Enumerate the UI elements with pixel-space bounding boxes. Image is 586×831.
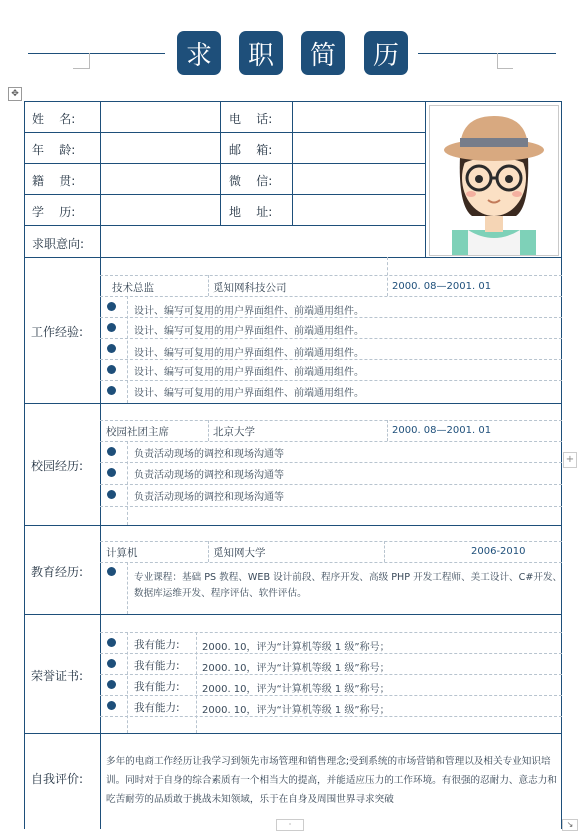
dashed-line: [100, 359, 562, 360]
campus-experience-label: 校园经历:: [31, 459, 84, 473]
dashed-line: [100, 632, 562, 633]
bullet-dot: [107, 701, 116, 710]
dashed-line: [100, 541, 562, 542]
dashed-line: [100, 420, 562, 421]
bullet-dot: [107, 567, 116, 576]
grid-line: [24, 225, 425, 226]
work-position: 技术总监: [112, 282, 154, 294]
bullet-dot: [107, 680, 116, 689]
dashed-line: [100, 380, 562, 381]
campus-item: 负责活动现场的调控和现场沟通等: [134, 449, 284, 460]
self-evaluation-text: 多年的电商工作经历让我学习到领先市场管理和销售理念;受到系统的市场营销和管理以及相关专业知识培训。同时对于自身的综合素质有一个相当大的提高，并能适应压力的工作环境。有很强的忍耐力、意志力和吃苦耐劳的品质敢于挑战未知领域，乐于在自身及周围世界寻求突破: [106, 756, 557, 805]
address-label: 地 址:: [229, 205, 273, 219]
campus-school: 北京大学: [213, 426, 255, 438]
bullet-dot: [107, 323, 116, 332]
education-courses: 专业课程：基础 PS 教程、WEB 设计前段、程序开发、高级 PHP 开发工程师、美工设计、C#开发、: [134, 572, 563, 583]
ability-label: 我有能力:: [134, 681, 180, 693]
grid-line: [24, 525, 562, 526]
ability-label: 我有能力:: [134, 702, 180, 714]
margin-mark: [497, 53, 498, 69]
work-item: 设计、编写可复用的用户界面组件、前端通用组件。: [134, 367, 364, 378]
dashed-line: [100, 653, 562, 654]
grid-line: [24, 257, 562, 258]
header-left-line: [28, 53, 165, 54]
education-label: 教育经历:: [31, 565, 84, 579]
title-char: 简: [301, 31, 345, 75]
wechat-label: 微 信:: [229, 174, 273, 188]
bullet-dot: [107, 638, 116, 647]
work-item: 设计、编写可复用的用户界面组件、前端通用组件。: [134, 326, 364, 337]
dashed-line: [100, 338, 562, 339]
bullet-dot: [107, 447, 116, 456]
work-item: 设计、编写可复用的用户界面组件、前端通用组件。: [134, 348, 364, 359]
bullet-dot: [107, 344, 116, 353]
education-level-label: 学 历:: [32, 205, 76, 219]
scroll-handle[interactable]: ·: [276, 819, 304, 831]
ability-label: 我有能力:: [134, 660, 180, 672]
grid-line: [100, 101, 101, 829]
dashed-line: [100, 317, 562, 318]
dashed-line: [196, 632, 197, 733]
work-company: 觅知网科技公司: [213, 282, 287, 294]
dashed-line: [208, 541, 209, 562]
scroll-corner[interactable]: ↘: [562, 819, 578, 831]
avatar: [429, 105, 559, 256]
dashed-line: [100, 275, 562, 276]
dashed-line: [387, 420, 388, 441]
dashed-line: [100, 674, 562, 675]
name-label: 姓 名:: [32, 112, 76, 126]
header-right-line: [418, 53, 556, 54]
grid-line: [24, 403, 562, 404]
margin-mark: [73, 68, 89, 69]
work-period: 2000. 08—2001. 01: [392, 281, 492, 292]
dashed-line: [100, 562, 562, 563]
dashed-line: [127, 562, 128, 614]
campus-item: 负责活动现场的调控和现场沟通等: [134, 470, 284, 481]
bullet-dot: [107, 659, 116, 668]
dashed-line: [100, 506, 562, 507]
dashed-line: [208, 420, 209, 441]
dashed-line: [100, 441, 562, 442]
education-courses-cont: 数据库运维开发、程序评估、软件评估。: [134, 588, 307, 599]
work-experience-label: 工作经验:: [31, 325, 84, 339]
margin-mark: [497, 68, 513, 69]
grid-line: [425, 101, 426, 257]
title-char: 职: [239, 31, 283, 75]
grid-line: [24, 733, 562, 734]
bullet-dot: [107, 386, 116, 395]
move-handle-icon[interactable]: ✥: [8, 87, 22, 101]
title-char: 求: [177, 31, 221, 75]
honor-item: 2000. 10，评为“计算机等级 1 级”称号；: [202, 642, 390, 653]
dashed-line: [100, 716, 562, 717]
education-school: 觅知网大学: [213, 547, 266, 559]
dashed-line: [100, 296, 562, 297]
self-evaluation-label: 自我评价:: [31, 772, 84, 786]
work-item: 设计、编写可复用的用户界面组件、前端通用组件。: [134, 388, 364, 399]
margin-mark: [89, 53, 90, 69]
dashed-line: [127, 632, 128, 733]
ability-label: 我有能力:: [134, 639, 180, 651]
grid-line: [24, 194, 425, 195]
hometown-label: 籍 贯:: [32, 174, 76, 188]
work-item: 设计、编写可复用的用户界面组件、前端通用组件。: [134, 306, 364, 317]
campus-item: 负责活动现场的调控和现场沟通等: [134, 492, 284, 503]
honors-label: 荣誉证书:: [31, 669, 84, 683]
dashed-line: [384, 541, 385, 562]
bullet-dot: [107, 302, 116, 311]
bullet-dot: [107, 490, 116, 499]
honor-item: 2000. 10，评为“计算机等级 1 级”称号；: [202, 663, 390, 674]
honor-item: 2000. 10，评为“计算机等级 1 级”称号；: [202, 705, 390, 716]
campus-role: 校园社团主席: [106, 426, 169, 438]
education-period: 2006-2010: [471, 546, 526, 557]
bullet-dot: [107, 365, 116, 374]
bullet-dot: [107, 468, 116, 477]
education-major: 计算机: [106, 547, 138, 559]
dashed-line: [387, 257, 388, 296]
dashed-line: [127, 296, 128, 403]
dashed-line: [100, 695, 562, 696]
plus-icon[interactable]: +: [563, 452, 577, 468]
dashed-line: [208, 275, 209, 296]
honor-item: 2000. 10，评为“计算机等级 1 级”称号；: [202, 684, 390, 695]
grid-line: [24, 132, 425, 133]
campus-period: 2000. 08—2001. 01: [392, 425, 492, 436]
job-intent-label: 求职意向:: [32, 237, 85, 251]
phone-label: 电 话:: [229, 112, 273, 126]
age-label: 年 龄:: [32, 143, 76, 157]
dashed-line: [100, 484, 562, 485]
dashed-line: [100, 462, 562, 463]
title-char: 历: [364, 31, 408, 75]
grid-line: [24, 614, 562, 615]
dashed-line: [127, 441, 128, 525]
email-label: 邮 箱:: [229, 143, 273, 157]
grid-line: [24, 163, 425, 164]
